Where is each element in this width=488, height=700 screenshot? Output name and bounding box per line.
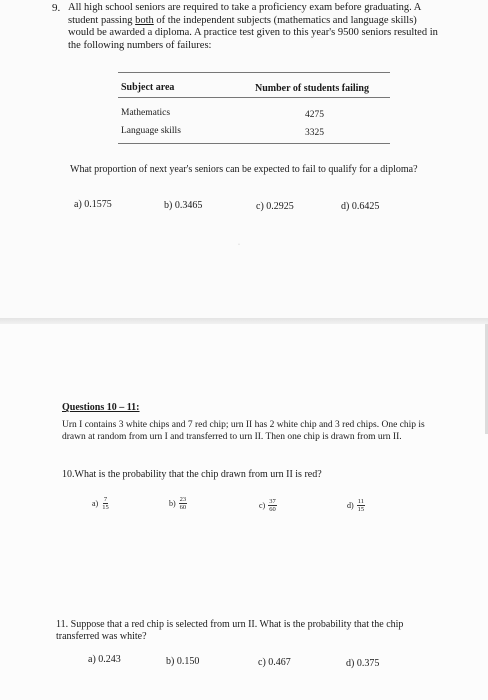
question-9-text — [68, 2, 438, 52]
question-11-option-a: a) 0.243 — [88, 654, 121, 665]
table-cell-subject-row1: Mathematics — [121, 108, 171, 118]
option-label: d) — [347, 501, 354, 510]
document-page-top — [0, 0, 488, 318]
question-9-option-c: c) 0.2925 — [256, 201, 294, 212]
question-11-text: 11. Suppose that a red chip is selected from urn II. What is the probability that the chip transferred was white? — [56, 619, 404, 642]
question-10-option-c — [259, 498, 277, 513]
table-header-subject: Subject area — [121, 82, 175, 93]
table-cell-subject-row2: Language skills — [121, 126, 181, 136]
table-cell-failing-row2: 3325 — [305, 128, 324, 138]
question-9-option-d: d) 0.6425 — [341, 201, 380, 212]
questions-10-11-heading: Questions 10 – 11: — [62, 402, 140, 413]
fraction-denominator: 60 — [269, 506, 276, 513]
question-10-text: 10.What is the probability that the chip drawn from urn II is red? — [62, 469, 322, 480]
fraction-denominator: 60 — [179, 504, 187, 511]
question-11-option-b: b) 0.150 — [166, 656, 200, 667]
fraction-numerator: 23 — [179, 496, 187, 503]
fraction — [268, 498, 277, 513]
question-11-option-c: c) 0.467 — [258, 657, 291, 668]
fraction-denominator: 15 — [102, 504, 109, 511]
question-9-text-part1: All high school seniors are required to take a proficiency exam before graduating. A student passing — [68, 2, 421, 26]
fraction-numerator: 11 — [357, 498, 365, 505]
table-header-failing: Number of students failing — [255, 83, 369, 94]
question-9-prompt: What proportion of next year's seniors can be expected to fail to qualify for a diploma? — [70, 164, 418, 175]
question-9-option-a: a) 0.1575 — [74, 199, 112, 210]
option-label: c) — [259, 501, 266, 510]
fraction-denominator: 15 — [357, 506, 365, 513]
fraction — [357, 498, 366, 513]
question-9-text-part2: of the independent subjects (mathematics and language skills) would be awarded a diploma. A practice test given to this year's 9500 seniors resulted in the following numbers of failures: — [68, 14, 438, 51]
question-9-option-b: b) 0.3465 — [164, 200, 203, 211]
urn-description: Urn I contains 3 white chips and 7 red chip; urn II has 2 white chip and 3 red chips. One chip is drawn at random from urn I and transferred to urn II. Then one chip is drawn from urn II. — [62, 420, 425, 442]
question-10-option-a — [92, 496, 110, 511]
question-11-option-d: d) 0.375 — [346, 658, 380, 669]
question-9-underlined-word: both — [135, 14, 154, 26]
question-9-number: 9. — [52, 2, 61, 14]
table-bottom-rule — [118, 143, 390, 144]
option-label: b) — [169, 499, 176, 508]
option-label: a) — [92, 499, 99, 508]
table-header-rule — [118, 97, 390, 98]
fraction — [179, 496, 188, 511]
question-10-option-b — [169, 496, 187, 511]
fraction-numerator: 37 — [269, 498, 276, 505]
fraction — [101, 496, 110, 511]
fraction-numerator: 7 — [103, 496, 108, 503]
table-top-rule — [118, 72, 390, 73]
table-cell-failing-row1: 4275 — [305, 110, 324, 120]
question-10-option-d — [347, 498, 365, 513]
document-page-bottom — [0, 324, 488, 700]
stray-mark: · — [238, 242, 240, 248]
